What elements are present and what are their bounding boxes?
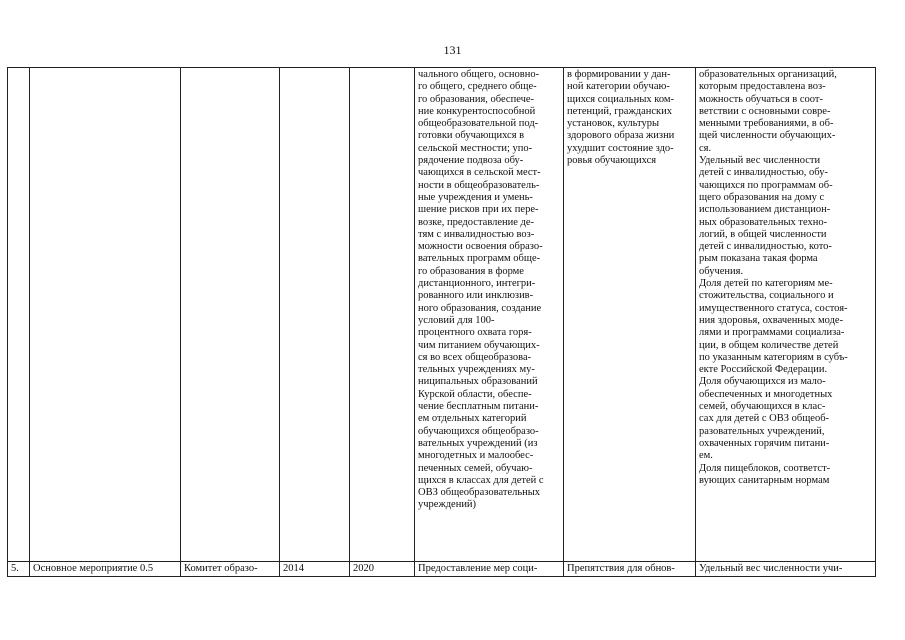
cell-text-line: возке, предоставление де- xyxy=(418,216,535,228)
cell-text-line: многодетных и малообес- xyxy=(418,450,534,462)
cell-text-line: ем отдельных категорий xyxy=(418,413,527,425)
cell-text-line: ные учреждения и умень- xyxy=(418,191,533,203)
cell-text-line: детей с инвалидностью, обу- xyxy=(699,167,828,179)
cell-text-line: учреждений) xyxy=(418,499,477,511)
cell-text-line: щего образования на дому с xyxy=(699,191,825,203)
cell-text-line: вательных программ обще- xyxy=(418,253,541,265)
cell-text-line: рованного или инклюзив- xyxy=(418,290,534,302)
cell-text-line: рым показана такая форма xyxy=(699,253,818,265)
cell-text-line: ОВЗ общеобразовательных xyxy=(418,487,541,499)
cell-text-line: семей, обучающихся в клас- xyxy=(699,401,826,413)
cell-text-line: образовательных организаций, xyxy=(699,69,837,80)
cell-text-line: дистанционного, интегри- xyxy=(418,278,536,290)
cell-text-line: чим питанием обучающих- xyxy=(418,339,540,351)
cell-executor: Комитет образо- xyxy=(181,562,280,577)
cell-text-line: готовки обучающихся в xyxy=(418,130,525,142)
cell-text-line: ного образования, создание xyxy=(418,302,542,314)
table-row-next xyxy=(8,562,876,577)
cell-text-line: вующих санитарным нормам xyxy=(699,474,830,486)
cell-text-line: тям с инвалидностью воз- xyxy=(418,228,535,240)
cell-text-line: ности в общеобразователь- xyxy=(418,179,540,191)
cell-text-line: ниципальных образований xyxy=(418,376,538,388)
cell-text-line: ем. xyxy=(699,450,713,462)
cell-text-line: в формировании у дан- xyxy=(567,69,671,80)
cell-text-line: разовательных учреждений, xyxy=(699,425,825,437)
cell-text-line: Доля обучающихся из мало- xyxy=(699,376,826,388)
cell-text-line: чение бесплатным питани- xyxy=(418,401,539,413)
cell-num: 5. xyxy=(8,562,30,577)
cell-text-line: процентного охвата горя- xyxy=(418,327,532,339)
cell-text-line: ухудшит состояние здо- xyxy=(567,142,674,154)
cell-text-line: го образования в форме xyxy=(418,265,524,277)
cell-text-line: щихся социальных ком- xyxy=(567,93,675,105)
cell-text-line: рядочение подвоза обу- xyxy=(418,155,524,167)
cell-num xyxy=(8,68,30,562)
cell-end-year xyxy=(350,68,415,562)
cell-text-line: вательных учреждений (из xyxy=(418,437,538,449)
cell-text-line: условий для 100- xyxy=(418,314,495,326)
cell-text-line: го образования, обеспече- xyxy=(418,93,535,105)
table-row-continued xyxy=(8,68,876,562)
cell-text-line: ной категории обучаю- xyxy=(567,81,670,93)
cell-goal xyxy=(415,68,564,562)
program-table xyxy=(7,67,876,577)
cell-text-line: можности освоения образо- xyxy=(418,241,543,253)
cell-text-line: чающихся в сельской мест- xyxy=(418,167,541,179)
cell-text-line: которым предоставлена воз- xyxy=(699,81,826,93)
cell-executor xyxy=(181,68,280,562)
cell-text-line: Курской области, обеспе- xyxy=(418,388,532,400)
cell-end-year: 2020 xyxy=(350,562,415,577)
cell-text-line: Удельный вес численности xyxy=(699,155,821,167)
cell-consequences xyxy=(564,68,696,562)
cell-text-line: петенций, гражданских xyxy=(567,105,672,117)
cell-text-line: чального общего, основно- xyxy=(418,69,540,80)
cell-text-line: ровья обучающихся xyxy=(567,155,657,167)
cell-text-line: обеспеченных и многодетных xyxy=(699,388,833,400)
cell-text-line: общеобразовательной под- xyxy=(418,118,539,130)
cell-text-line: Доля детей по категориям ме- xyxy=(699,278,833,290)
cell-text-line: охваченных горячим питани- xyxy=(699,437,830,449)
cell-text-line: по указанным категориям в субъ- xyxy=(699,351,848,363)
cell-text-line: щихся в классах для детей с xyxy=(418,474,544,486)
cell-text-line: сах для детей с ОВЗ общеоб- xyxy=(699,413,830,425)
cell-text-line: ся. xyxy=(699,142,712,154)
cell-text-line: менными требованиями, в об- xyxy=(699,118,834,130)
cell-text-line: ся во всех общеобразова- xyxy=(418,351,532,363)
cell-text-line: ветствии с основными совре- xyxy=(699,105,831,117)
cell-text-line: обучения. xyxy=(699,265,744,277)
cell-text-line: ния здоровья, охваченных моде- xyxy=(699,314,844,326)
cell-text-line: лями и программами социализа- xyxy=(699,327,845,339)
cell-text-line: щей численности обучающих- xyxy=(699,130,836,142)
cell-goal: Предоставление мер соци- xyxy=(415,562,564,577)
cell-text-line: обучающихся общеобразо- xyxy=(418,425,539,437)
cell-name xyxy=(30,68,181,562)
cell-indicators: Удельный вес численности учи- xyxy=(696,562,876,577)
cell-text-line: логий, в общей численности xyxy=(699,228,827,240)
cell-text-line: печенных семей, обучаю- xyxy=(418,462,533,474)
page-number: 131 xyxy=(443,43,462,57)
cell-consequences: Препятствия для обнов- xyxy=(564,562,696,577)
cell-text-line: стожительства, социального и xyxy=(699,290,834,302)
cell-text-line: Доля пищеблоков, соответст- xyxy=(699,462,831,474)
cell-text-line: го общего, среднего обще- xyxy=(418,81,537,93)
cell-text-line: можность обучаться в соот- xyxy=(699,93,823,105)
cell-text-line: ции, в общем количестве детей xyxy=(699,339,839,351)
cell-start-year: 2014 xyxy=(280,562,350,577)
cell-text-line: установок, культуры xyxy=(567,118,660,130)
cell-name: Основное мероприятие 0.5 xyxy=(30,562,181,577)
cell-text-line: сельской местности; упо- xyxy=(418,142,533,154)
cell-text-line: ние конкурентоспособной xyxy=(418,105,536,117)
cell-text-line: здорового образа жизни xyxy=(567,130,675,142)
cell-text-line: чающихся по программам об- xyxy=(699,179,833,191)
cell-text-line: шение рисков при их пере- xyxy=(418,204,539,216)
cell-indicators xyxy=(696,68,876,562)
cell-start-year xyxy=(280,68,350,562)
cell-text-line: ных образовательных техно- xyxy=(699,216,828,228)
cell-text-line: имущественного статуса, состоя- xyxy=(699,302,848,314)
cell-text-line: использованием дистанцион- xyxy=(699,204,831,216)
cell-text-line: екте Российской Федерации. xyxy=(699,364,828,376)
cell-text-line: тельных учреждениях му- xyxy=(418,364,535,376)
cell-text-line: детей с инвалидностью, кото- xyxy=(699,241,832,253)
